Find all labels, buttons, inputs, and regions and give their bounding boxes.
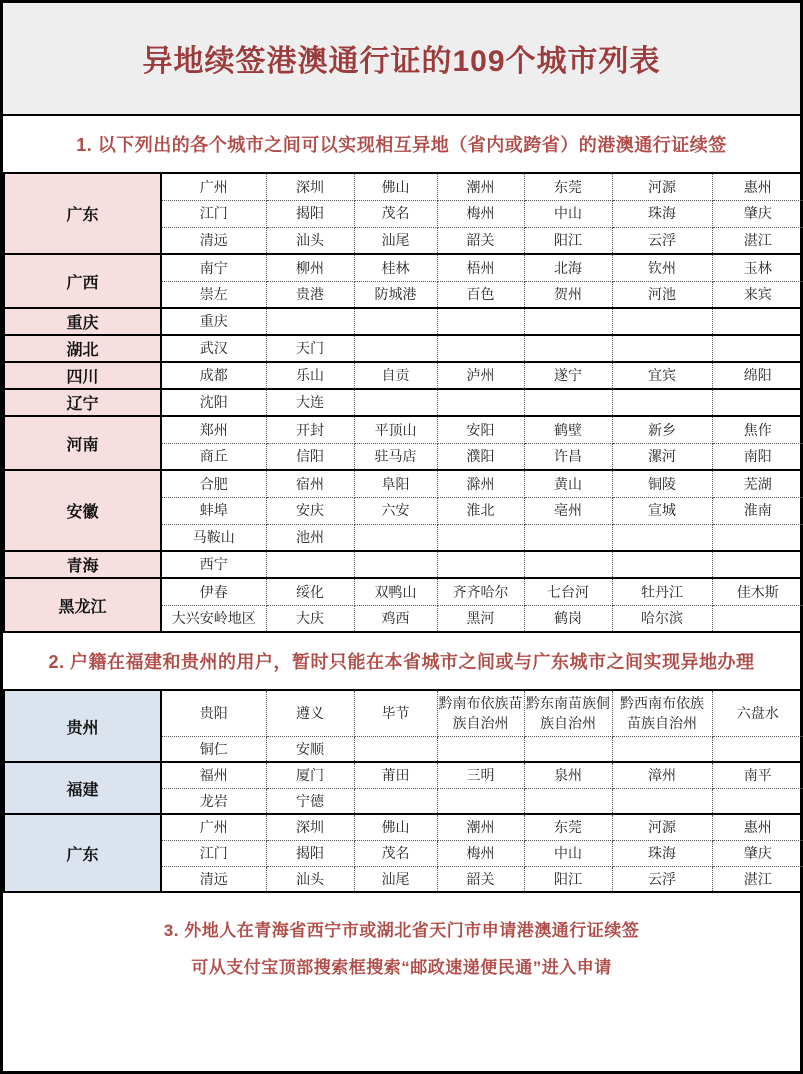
empty-cell bbox=[712, 551, 803, 578]
province-group bbox=[4, 173, 803, 254]
city-cell: 汕尾 bbox=[354, 866, 437, 892]
city-cell: 阜阳 bbox=[354, 470, 437, 497]
city-cell: 肇庆 bbox=[712, 200, 803, 227]
city-cell: 三明 bbox=[437, 762, 524, 788]
province-cell: 广东 bbox=[4, 814, 161, 892]
city-cell: 贺州 bbox=[524, 281, 612, 308]
city-cell: 河源 bbox=[612, 814, 712, 840]
city-cell: 成都 bbox=[161, 362, 266, 389]
empty-cell bbox=[712, 736, 803, 762]
city-cell: 哈尔滨 bbox=[612, 605, 712, 632]
city-row bbox=[4, 690, 803, 736]
city-cell: 河池 bbox=[612, 281, 712, 308]
city-cell: 天门 bbox=[266, 335, 354, 362]
city-cell: 广州 bbox=[161, 173, 266, 200]
city-cell: 黄山 bbox=[524, 470, 612, 497]
city-cell: 南阳 bbox=[712, 443, 803, 470]
city-cell: 滁州 bbox=[437, 470, 524, 497]
city-cell: 茂名 bbox=[354, 840, 437, 866]
city-cell: 大连 bbox=[266, 389, 354, 416]
city-cell: 濮阳 bbox=[437, 443, 524, 470]
province-group bbox=[4, 762, 803, 814]
city-cell: 乐山 bbox=[266, 362, 354, 389]
empty-cell bbox=[524, 788, 612, 814]
city-cell: 茂名 bbox=[354, 200, 437, 227]
city-cell: 淮南 bbox=[712, 497, 803, 524]
city-cell: 沈阳 bbox=[161, 389, 266, 416]
city-cell: 毕节 bbox=[354, 690, 437, 736]
city-cell: 绥化 bbox=[266, 578, 354, 605]
empty-cell bbox=[712, 308, 803, 335]
empty-cell bbox=[612, 524, 712, 551]
province-cell: 安徽 bbox=[4, 470, 161, 551]
empty-cell bbox=[524, 524, 612, 551]
city-cell: 商丘 bbox=[161, 443, 266, 470]
note-3-line-1: 3. 外地人在青海省西宁市或湖北省天门市申请港澳通行证续签 bbox=[163, 921, 640, 941]
province-cell: 福建 bbox=[4, 762, 161, 814]
city-cell: 鹤壁 bbox=[524, 416, 612, 443]
city-cell: 桂林 bbox=[354, 254, 437, 281]
empty-cell bbox=[612, 308, 712, 335]
province-group bbox=[4, 814, 803, 892]
province-cell: 河南 bbox=[4, 416, 161, 470]
city-cell: 安顺 bbox=[266, 736, 354, 762]
empty-cell bbox=[712, 389, 803, 416]
city-cell: 揭阳 bbox=[266, 840, 354, 866]
empty-cell bbox=[612, 389, 712, 416]
province-group bbox=[4, 362, 803, 389]
city-cell: 河源 bbox=[612, 173, 712, 200]
empty-cell bbox=[612, 736, 712, 762]
city-cell: 驻马店 bbox=[354, 443, 437, 470]
empty-cell bbox=[712, 524, 803, 551]
city-cell: 郑州 bbox=[161, 416, 266, 443]
city-cell: 芜湖 bbox=[712, 470, 803, 497]
province-group bbox=[4, 254, 803, 308]
city-cell: 黔东南苗族侗族自治州 bbox=[524, 690, 612, 736]
city-row bbox=[4, 470, 803, 497]
province-cell: 辽宁 bbox=[4, 389, 161, 416]
city-row bbox=[4, 389, 803, 416]
city-cell: 大兴安岭地区 bbox=[161, 605, 266, 632]
empty-cell bbox=[266, 551, 354, 578]
city-cell: 汕头 bbox=[266, 866, 354, 892]
city-row bbox=[4, 335, 803, 362]
empty-cell bbox=[712, 335, 803, 362]
empty-cell bbox=[524, 551, 612, 578]
city-cell: 百色 bbox=[437, 281, 524, 308]
city-cell: 云浮 bbox=[612, 866, 712, 892]
city-cell: 韶关 bbox=[437, 227, 524, 254]
city-cell: 平顶山 bbox=[354, 416, 437, 443]
city-cell: 遵义 bbox=[266, 690, 354, 736]
city-cell: 宿州 bbox=[266, 470, 354, 497]
city-cell: 鸡西 bbox=[354, 605, 437, 632]
city-cell: 惠州 bbox=[712, 814, 803, 840]
city-cell: 钦州 bbox=[612, 254, 712, 281]
empty-cell bbox=[266, 308, 354, 335]
empty-cell bbox=[354, 524, 437, 551]
table-2-limited-renewal-cities bbox=[3, 689, 803, 893]
city-cell: 黑河 bbox=[437, 605, 524, 632]
city-cell: 贵港 bbox=[266, 281, 354, 308]
city-cell: 开封 bbox=[266, 416, 354, 443]
city-cell: 梅州 bbox=[437, 840, 524, 866]
empty-cell bbox=[524, 335, 612, 362]
province-group bbox=[4, 389, 803, 416]
city-cell: 焦作 bbox=[712, 416, 803, 443]
province-group bbox=[4, 335, 803, 362]
city-row bbox=[4, 362, 803, 389]
city-cell: 潮州 bbox=[437, 814, 524, 840]
city-cell: 玉林 bbox=[712, 254, 803, 281]
city-cell: 阳江 bbox=[524, 227, 612, 254]
city-cell: 重庆 bbox=[161, 308, 266, 335]
city-row bbox=[4, 416, 803, 443]
city-cell: 佛山 bbox=[354, 814, 437, 840]
city-cell: 漯河 bbox=[612, 443, 712, 470]
province-cell: 湖北 bbox=[4, 335, 161, 362]
empty-cell bbox=[354, 736, 437, 762]
city-cell: 阳江 bbox=[524, 866, 612, 892]
empty-cell bbox=[354, 788, 437, 814]
city-row bbox=[4, 762, 803, 788]
city-cell: 清远 bbox=[161, 227, 266, 254]
province-group bbox=[4, 308, 803, 335]
city-cell: 漳州 bbox=[612, 762, 712, 788]
city-cell: 安庆 bbox=[266, 497, 354, 524]
city-cell: 宣城 bbox=[612, 497, 712, 524]
empty-cell bbox=[712, 788, 803, 814]
empty-cell bbox=[712, 605, 803, 632]
city-cell: 福州 bbox=[161, 762, 266, 788]
city-cell: 柳州 bbox=[266, 254, 354, 281]
province-group bbox=[4, 690, 803, 762]
empty-cell bbox=[437, 335, 524, 362]
province-cell: 青海 bbox=[4, 551, 161, 578]
page-title: 异地续签港澳通行证的109个城市列表 bbox=[3, 3, 800, 116]
province-group bbox=[4, 470, 803, 551]
city-row bbox=[4, 308, 803, 335]
note-1-cross-province-rule: 1. 以下列出的各个城市之间可以实现相互异地（省内或跨省）的港澳通行证续签 bbox=[3, 116, 800, 172]
city-cell: 来宾 bbox=[712, 281, 803, 308]
city-cell: 贵阳 bbox=[161, 690, 266, 736]
city-cell: 韶关 bbox=[437, 866, 524, 892]
city-cell: 南宁 bbox=[161, 254, 266, 281]
city-cell: 六盘水 bbox=[712, 690, 803, 736]
city-cell: 中山 bbox=[524, 840, 612, 866]
city-cell: 淮北 bbox=[437, 497, 524, 524]
empty-cell bbox=[354, 551, 437, 578]
city-cell: 南平 bbox=[712, 762, 803, 788]
city-cell: 武汉 bbox=[161, 335, 266, 362]
empty-cell bbox=[437, 308, 524, 335]
empty-cell bbox=[612, 551, 712, 578]
empty-cell bbox=[437, 551, 524, 578]
city-cell: 深圳 bbox=[266, 814, 354, 840]
city-cell: 防城港 bbox=[354, 281, 437, 308]
city-cell: 池州 bbox=[266, 524, 354, 551]
empty-cell bbox=[524, 736, 612, 762]
city-cell: 揭阳 bbox=[266, 200, 354, 227]
city-cell: 梅州 bbox=[437, 200, 524, 227]
province-cell: 广西 bbox=[4, 254, 161, 308]
city-cell: 崇左 bbox=[161, 281, 266, 308]
city-row bbox=[4, 173, 803, 200]
empty-cell bbox=[612, 788, 712, 814]
city-cell: 新乡 bbox=[612, 416, 712, 443]
city-cell: 中山 bbox=[524, 200, 612, 227]
city-cell: 铜陵 bbox=[612, 470, 712, 497]
province-cell: 黑龙江 bbox=[4, 578, 161, 632]
city-row bbox=[4, 578, 803, 605]
city-row bbox=[4, 814, 803, 840]
city-cell: 鹤岗 bbox=[524, 605, 612, 632]
city-row bbox=[4, 551, 803, 578]
city-cell: 东莞 bbox=[524, 814, 612, 840]
city-cell: 湛江 bbox=[712, 866, 803, 892]
empty-cell bbox=[524, 308, 612, 335]
city-cell: 江门 bbox=[161, 840, 266, 866]
city-cell: 深圳 bbox=[266, 173, 354, 200]
empty-cell bbox=[437, 788, 524, 814]
city-cell: 铜仁 bbox=[161, 736, 266, 762]
city-cell: 佛山 bbox=[354, 173, 437, 200]
city-cell: 大庆 bbox=[266, 605, 354, 632]
city-cell: 七台河 bbox=[524, 578, 612, 605]
empty-cell bbox=[524, 389, 612, 416]
empty-cell bbox=[354, 308, 437, 335]
province-cell: 广东 bbox=[4, 173, 161, 254]
city-cell: 合肥 bbox=[161, 470, 266, 497]
province-group bbox=[4, 551, 803, 578]
city-row bbox=[4, 254, 803, 281]
empty-cell bbox=[612, 335, 712, 362]
province-cell: 贵州 bbox=[4, 690, 161, 762]
province-cell: 重庆 bbox=[4, 308, 161, 335]
city-cell: 黔西南布依族苗族自治州 bbox=[612, 690, 712, 736]
city-cell: 马鞍山 bbox=[161, 524, 266, 551]
province-group bbox=[4, 578, 803, 632]
city-cell: 牡丹江 bbox=[612, 578, 712, 605]
city-cell: 莆田 bbox=[354, 762, 437, 788]
city-cell: 西宁 bbox=[161, 551, 266, 578]
province-group bbox=[4, 416, 803, 470]
city-cell: 肇庆 bbox=[712, 840, 803, 866]
city-cell: 湛江 bbox=[712, 227, 803, 254]
note-3-line-2: 可从支付宝顶部搜索框搜索“邮政速递便民通”进入申请 bbox=[191, 957, 612, 977]
empty-cell bbox=[354, 335, 437, 362]
city-cell: 蚌埠 bbox=[161, 497, 266, 524]
city-cell: 广州 bbox=[161, 814, 266, 840]
city-cell: 泸州 bbox=[437, 362, 524, 389]
city-cell: 东莞 bbox=[524, 173, 612, 200]
empty-cell bbox=[354, 389, 437, 416]
city-cell: 珠海 bbox=[612, 840, 712, 866]
city-cell: 珠海 bbox=[612, 200, 712, 227]
city-cell: 宁德 bbox=[266, 788, 354, 814]
city-cell: 龙岩 bbox=[161, 788, 266, 814]
city-cell: 汕头 bbox=[266, 227, 354, 254]
note-3-xining-tianmen-rule bbox=[3, 893, 800, 1071]
city-cell: 佳木斯 bbox=[712, 578, 803, 605]
city-cell: 潮州 bbox=[437, 173, 524, 200]
city-cell: 伊春 bbox=[161, 578, 266, 605]
city-cell: 惠州 bbox=[712, 173, 803, 200]
city-cell: 六安 bbox=[354, 497, 437, 524]
city-cell: 信阳 bbox=[266, 443, 354, 470]
city-cell: 厦门 bbox=[266, 762, 354, 788]
city-cell: 绵阳 bbox=[712, 362, 803, 389]
city-cell: 北海 bbox=[524, 254, 612, 281]
city-cell: 黔南布依族苗族自治州 bbox=[437, 690, 524, 736]
city-cell: 清远 bbox=[161, 866, 266, 892]
city-cell: 泉州 bbox=[524, 762, 612, 788]
city-cell: 双鸭山 bbox=[354, 578, 437, 605]
table-1-mutual-renewal-cities bbox=[3, 172, 803, 633]
city-cell: 许昌 bbox=[524, 443, 612, 470]
province-cell: 四川 bbox=[4, 362, 161, 389]
city-cell: 宜宾 bbox=[612, 362, 712, 389]
city-cell: 梧州 bbox=[437, 254, 524, 281]
city-cell: 亳州 bbox=[524, 497, 612, 524]
note-2-fujian-guizhou-rule: 2. 户籍在福建和贵州的用户，暂时只能在本省城市之间或与广东城市之间实现异地办理 bbox=[3, 633, 800, 689]
city-cell: 江门 bbox=[161, 200, 266, 227]
city-cell: 云浮 bbox=[612, 227, 712, 254]
city-cell: 汕尾 bbox=[354, 227, 437, 254]
empty-cell bbox=[437, 524, 524, 551]
city-cell: 遂宁 bbox=[524, 362, 612, 389]
city-cell: 安阳 bbox=[437, 416, 524, 443]
city-cell: 齐齐哈尔 bbox=[437, 578, 524, 605]
empty-cell bbox=[437, 389, 524, 416]
city-cell: 自贡 bbox=[354, 362, 437, 389]
empty-cell bbox=[437, 736, 524, 762]
